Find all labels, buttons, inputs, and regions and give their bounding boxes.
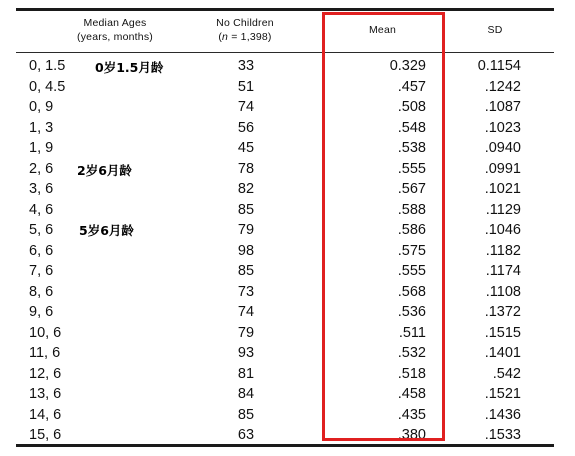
cell-mean: .380 (397, 427, 426, 443)
cell-median-age: 4, 6 (29, 201, 54, 218)
annotation-age-0y-1-5m: 0岁1.5月龄 (95, 60, 164, 75)
cell-sd: .1129 (485, 201, 521, 218)
table-row (0, 405, 575, 426)
header-no-children (190, 16, 300, 44)
cell-sd: .1372 (484, 304, 521, 320)
cell-n-children: 85 (237, 263, 255, 279)
cell-mean: .538 (397, 140, 426, 156)
cell-sd: .1515 (484, 324, 521, 341)
cell-n-children: 82 (237, 181, 255, 197)
cell-n-children: 98 (237, 242, 255, 259)
cell-mean: .568 (397, 283, 426, 300)
cell-median-age: 10, 6 (29, 324, 62, 341)
cell-n-children: 56 (237, 119, 255, 136)
header-age-line1: Median Ages (83, 17, 147, 29)
cell-mean: .518 (397, 365, 426, 382)
cell-mean: .508 (397, 99, 426, 115)
cell-mean: .555 (397, 160, 426, 177)
cell-mean: .548 (397, 119, 426, 136)
table-row (0, 282, 575, 303)
header-n-line2 (190, 30, 300, 44)
cell-mean: .555 (397, 263, 426, 279)
cell-median-age: 7, 6 (29, 263, 54, 279)
header-n-prefix: ( (218, 31, 223, 43)
cell-n-children: 45 (237, 140, 255, 156)
cell-n-children: 93 (237, 345, 255, 361)
header-n-suffix: = 1,398) (228, 31, 272, 43)
header-mean: Mean (368, 24, 397, 36)
table-row (0, 200, 575, 221)
cell-n-children: 73 (237, 283, 255, 300)
cell-n-children: 74 (237, 304, 255, 320)
table-row (0, 302, 575, 323)
cell-mean: .458 (397, 386, 426, 402)
annotation-age-2y-6m: 2岁6月龄 (77, 163, 132, 178)
table-row (0, 384, 575, 405)
table-row (0, 179, 575, 200)
table-row (0, 343, 575, 364)
annotation-age-5y-6m: 5岁6月龄 (79, 223, 134, 238)
cell-mean: 0.329 (389, 58, 426, 74)
cell-n-children: 63 (237, 427, 255, 443)
table-row (0, 364, 575, 385)
cell-median-age: 3, 6 (29, 181, 54, 197)
table-row (0, 138, 575, 159)
cell-mean: .435 (397, 406, 426, 423)
header-median-ages (40, 16, 190, 44)
cell-median-age: 6, 6 (29, 242, 54, 259)
cell-median-age: 0, 1.5 (29, 58, 66, 74)
cell-sd: .1108 (485, 283, 521, 300)
table-row (0, 241, 575, 262)
mean-column-highlight-box (322, 12, 445, 441)
cell-n-children: 81 (237, 365, 255, 382)
cell-mean: .586 (397, 222, 426, 238)
header-n-line1: No Children (216, 17, 274, 29)
cell-sd: .1087 (484, 99, 521, 115)
table-row (0, 425, 575, 446)
cell-median-age: 11, 6 (29, 345, 61, 361)
cell-n-children: 85 (237, 201, 255, 218)
cell-mean: .536 (397, 304, 426, 320)
cell-sd: .1521 (484, 386, 521, 402)
cell-sd: .1533 (484, 427, 521, 443)
cell-mean: .511 (398, 324, 426, 341)
table-row (0, 97, 575, 118)
cell-median-age: 0, 9 (29, 99, 54, 115)
cell-median-age: 1, 3 (29, 119, 54, 136)
cell-sd: .1023 (484, 119, 521, 136)
cell-median-age: 5, 6 (29, 222, 54, 238)
table-bottom-rule (16, 444, 554, 447)
cell-median-age: 1, 9 (29, 140, 54, 156)
cell-mean: .575 (397, 242, 426, 259)
cell-sd: .1401 (484, 345, 521, 361)
cell-median-age: 9, 6 (29, 304, 54, 320)
table-row (0, 323, 575, 344)
cell-sd: .1174 (485, 263, 521, 279)
cell-sd: 0.1154 (477, 58, 521, 74)
header-sd: SD (487, 24, 503, 36)
table-body (0, 56, 575, 446)
cell-sd: .542 (492, 365, 521, 382)
cell-median-age: 2, 6 (29, 160, 54, 177)
cell-mean: .588 (397, 201, 426, 218)
cell-median-age: 13, 6 (29, 386, 62, 402)
cell-mean: .567 (397, 181, 426, 197)
cell-median-age: 0, 4.5 (29, 78, 66, 95)
table-row (0, 77, 575, 98)
header-n-symbol: n (222, 31, 229, 43)
table-row (0, 56, 575, 77)
cell-sd: .0991 (484, 160, 521, 177)
cell-sd: .1046 (484, 222, 521, 238)
cell-n-children: 85 (237, 406, 255, 423)
table-header-rule (16, 52, 554, 53)
cell-sd: .1182 (485, 242, 521, 259)
table-row (0, 118, 575, 139)
cell-n-children: 84 (237, 386, 255, 402)
cell-n-children: 33 (237, 58, 255, 74)
cell-n-children: 51 (237, 78, 255, 95)
cell-median-age: 15, 6 (29, 427, 62, 443)
cell-median-age: 8, 6 (29, 283, 54, 300)
cell-sd: .1436 (484, 406, 521, 423)
header-age-line2: (years, months) (77, 31, 153, 43)
cell-n-children: 74 (237, 99, 255, 115)
cell-n-children: 79 (237, 222, 255, 238)
table-top-rule (16, 8, 554, 11)
cell-mean: .532 (397, 345, 426, 361)
cell-median-age: 14, 6 (29, 406, 62, 423)
cell-n-children: 78 (237, 160, 255, 177)
cell-sd: .0940 (484, 140, 521, 156)
cell-sd: .1242 (484, 78, 521, 95)
cell-sd: .1021 (484, 181, 521, 197)
cell-n-children: 79 (237, 324, 255, 341)
cell-median-age: 12, 6 (29, 365, 62, 382)
cell-mean: .457 (397, 78, 426, 95)
table-row (0, 261, 575, 282)
